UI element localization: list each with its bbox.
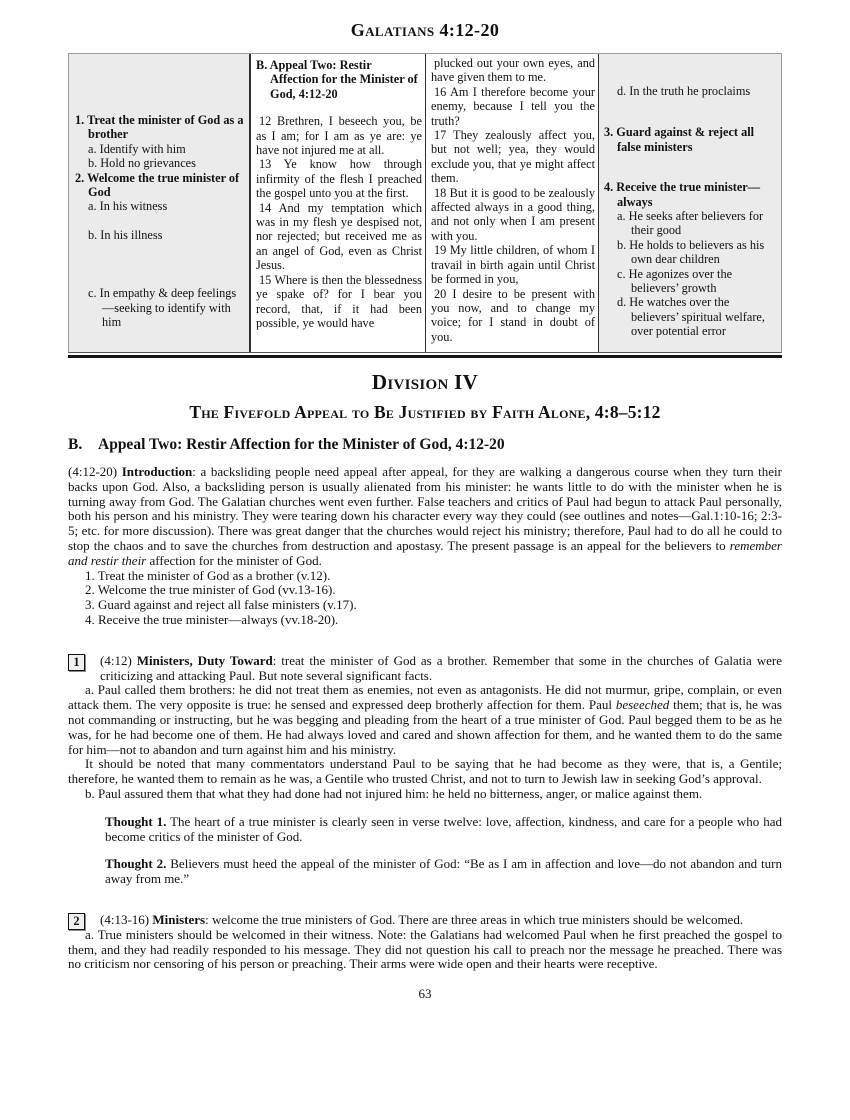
outline-scripture-table <box>68 53 782 353</box>
outline-item: b. Hold no grievances <box>88 156 196 171</box>
introduction-list-item: 4. Receive the true minister—always (vv.18-20). <box>85 611 339 627</box>
introduction-paragraph: (4:12-20) Introduction: a backsliding people need appeal after appeal, for they are walking a dangerous course when they turn their backs upon God. Also, a backsliding person is usually alienated from his minister: he wants little to do with the minister when he is turning away from God. The Galatian churches went even further. False teachers and critics of Paul had begun to attack Paul personally, both his person and his ministry. They were tearing down his character every way they could (see outlines and notes—Gal.1:10-16; 2:3-5; etc. for more discussion). There was great danger that the churches would reject his ministry; therefore, Paul had to do all he could to stop the chaos and to save the churches from destruction and apostasy. The present passage is an appeal for the believers to remember and restir their affection for the minister of God. <box>68 464 782 568</box>
outline-item: d. In the truth he proclaims <box>617 84 751 98</box>
introduction-list-item: 1. Treat the minister of God as a brother (v.12). <box>85 567 331 583</box>
outline-item: c. In empathy & deep feelings—seeking to identify with him <box>88 286 237 330</box>
outline-item: b. He holds to believers as his own dear children <box>617 237 765 267</box>
section-1 <box>68 654 782 887</box>
section-lead: (4:12) Ministers, Duty Toward: treat the minister of God as a brother. Remember that some in the churches of Galatia were criticizing and attacking Paul. But note several significant facts. <box>100 652 782 683</box>
verse: 12 Brethren, I beseech you, be as I am; for I am as ye are: ye have not injured me at all. <box>256 114 422 158</box>
page <box>68 20 782 1002</box>
outline-item: b. In his illness <box>88 227 163 242</box>
introduction-list <box>68 569 782 628</box>
outline-item: 4. Receive the true minister—always <box>604 180 761 209</box>
introduction-label: Introduction <box>121 464 193 479</box>
verse: 14 And my temptation which was in my flesh ye despised not, nor rejected; but received me as an angel of God, even as Christ Jesus. <box>256 200 422 273</box>
scripture-ref: (4:12) <box>100 652 137 668</box>
outline-item: a. Identify with him <box>88 141 186 156</box>
verse: 18 But it is good to be zealously affected always in a good thing, and not only when I am present with you. <box>431 185 595 243</box>
section-b-heading <box>68 436 782 453</box>
body-paragraph: a. True ministers should be welcomed in their witness. Note: the Galatians had welcomed Paul when he first preached the gospel to them, and they had readily responded to his message. They did not question his call to preach nor the message he preached. There was no criticism nor censoring of his person or preaching. Their arms were wide open and their hearts were receptive. <box>68 926 782 972</box>
verse: 13 Ye know how through infirmity of the flesh I preached the gospel unto you at the first. <box>256 157 422 201</box>
verse: 20 I desire to be present with you now, and to change my voice; for I stand in doubt of you. <box>431 286 595 344</box>
thought-label: Thought 2. <box>105 856 167 872</box>
section-heading-text: Appeal Two: Restir Affection for the Minister of God, 4:12-20 <box>98 436 505 453</box>
section-letter: B. <box>68 436 83 453</box>
verse: 16 Am I therefore become your enemy, because I tell you the truth? <box>431 84 595 128</box>
scripture-column-1 <box>251 54 426 352</box>
section-title: Ministers, Duty Toward <box>136 652 273 668</box>
page-number: 63 <box>418 986 432 1002</box>
verse: plucked out your own eyes, and have given them to me. <box>431 56 595 85</box>
outline-item: a. He seeks after believers for their good <box>617 209 764 238</box>
section-lead: (4:13-16) Ministers: welcome the true ministers of God. There are three areas in which true ministers should be welcomed. <box>100 911 744 927</box>
outline-right-column <box>599 54 781 352</box>
body-paragraph: b. Paul assured them that what they had done had not injured him: he held no bitterness, anger, or malice against them. <box>85 785 703 801</box>
introduction-list-item: 3. Guard against and reject all false ministers (v.17). <box>85 597 357 613</box>
table-bottom-rule <box>68 355 782 358</box>
division-subtitle: The Fivefold Appeal to Be Justified by Faith Alone, 4:8–5:12 <box>189 402 661 422</box>
outline-item: 1. Treat the minister of God as a brother <box>75 113 244 142</box>
verse: 19 My little children, of whom I travail in birth again until Christ be formed in you, <box>431 243 595 287</box>
outline-item: c. He agonizes over the believers’ growth <box>617 266 733 296</box>
verse: 17 They zealously affect you, but not well; yea, they would exclude you, that ye might affect them. <box>431 128 595 186</box>
scripture-column-2 <box>426 54 599 352</box>
outline-item: a. In his witness <box>88 199 168 214</box>
outline-left-column <box>69 54 251 352</box>
section-title: Ministers <box>152 911 206 927</box>
thought-label: Thought 1. <box>105 813 167 829</box>
outline-item: 3. Guard against & reject all false ministers <box>604 125 755 154</box>
body-paragraph: a. Paul called them brothers: he did not treat them as enemies, not even as antagonists. He did not murmur, gripe, complain, or even attack them. The very opposite is true: he sensed and expressed deep brotherly affection for them. Paul beseeched them; that is, he was not commanding or instructing, but he was begging and pleading from the heart of a true minister of God. Paul begged them to be as he was, for he had become one of them. He had always loved and cared and shown affection for them, and he wanted them to do the same for him—not to abandon and turn against him and his ministry. <box>68 682 782 757</box>
page-title: Galatians 4:12-20 <box>350 20 500 40</box>
division-title: Division IV <box>371 370 479 394</box>
section-2 <box>68 913 782 972</box>
outline-item: d. He watches over the believers’ spiritual welfare, over potential error <box>617 295 765 339</box>
thought-paragraph: Thought 1. The heart of a true minister is clearly seen in verse twelve: love, affection, kindness, and care for a people who had become critics of the minister of God. <box>105 813 782 844</box>
thought-paragraph: Thought 2. Believers must heed the appeal of the minister of God: “Be as I am in affection and love—do not abandon and turn away from me.” <box>105 856 782 887</box>
outline-item: 2. Welcome the true minister of God <box>75 170 240 200</box>
scripture-ref: (4:13-16) <box>100 911 153 927</box>
body-paragraph: It should be noted that many commentators understand Paul to be saying that he had become as they were, that is, a Gentile; therefore, he wanted them to remain as he was, a Gentile who trusted Christ, and not to turn to Jewish law in seeking God’s approval. <box>68 756 782 787</box>
scripture-ref: (4:12-20) <box>68 464 122 479</box>
section-number-box: 2 <box>68 913 85 930</box>
verse: 15 Where is then the blessedness ye spake of? for I bear you record, that, if it had been possible, ye would have <box>256 272 422 330</box>
scripture-heading: B. Appeal Two: Restir Affection for the Minister of God, 4:12-20 <box>256 58 418 101</box>
introduction-list-item: 2. Welcome the true minister of God (vv.13-16). <box>85 582 336 598</box>
section-number-box: 1 <box>68 654 85 671</box>
